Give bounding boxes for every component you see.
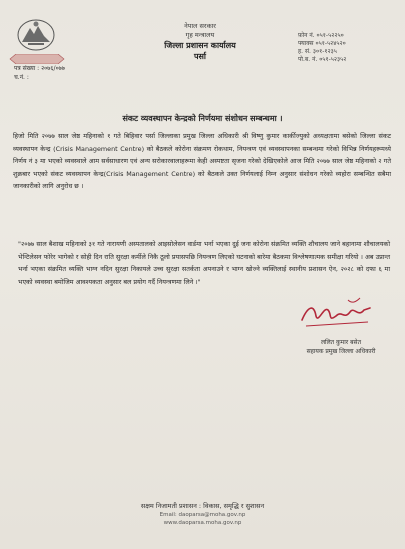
- contact-phone: फ़ोन नं. ०५१-५२२५०: [298, 32, 344, 39]
- letterhead-government: नेपाल सरकार: [184, 22, 216, 30]
- signer-name: ललित कुमार बसेत: [320, 339, 362, 346]
- signature-icon: [298, 296, 380, 332]
- letterhead: [140, 22, 260, 62]
- contact-block: [298, 32, 398, 64]
- nepal-emblem-icon: [16, 18, 56, 52]
- letterhead-district: पर्सा: [193, 52, 207, 61]
- footer-email: Email: daoparsa@moha.gov.np: [159, 512, 246, 518]
- signer-title: सहायक प्रमुख जिल्ला अधिकारी: [306, 348, 376, 355]
- reference-block: [14, 64, 65, 82]
- body-paragraph-1: हिजो मिति २०७७ साल जेष्ठ महिनाको १ गते बिहिवार पर्सा जिल्लाका प्रमुख जिल्ला अधिकारी श्री विष्णु कुमार कार्कीज्युको अध्यक्षतामा बसेको जिल्ला संकट व्यवस्थापन केन्द्र (Crisis Management Centre) को बैठकले कोरोना संक्रमण रोकथाम, नियन्त्रण एवं व्यवस्थापनका सम्बन्धमा गरेको विभिन्न निर्णयहरूमध्ये निर्णय नं ३ मा भएको व्यवस्थाले आम सर्वसाधारण एवं अन्य सरोकारवालाहरूमा केही अस्पष्टता सृजना गरेको देखिएकोले आज मिति २०७७ साल जेष्ठ महिनाको २ गते शुक्रबार भएको संकट व्यवस्थापन केन्द्र(Crisis Management Centre) को बैठकले उक्त निर्णयलाई निम्न अनुसार संशोधन गरेको व्यहोरा सम्बन्धित सबैमा जानकारीको लागि अनुरोध छ ।: [13, 132, 391, 190]
- letterhead-office: जिल्ला प्रशासन कार्यालय: [164, 41, 236, 50]
- contact-phone-alt: ह. सं. ३०१-१२३५: [298, 48, 337, 55]
- footer-slogan: सक्षम निजामती प्रशासन : विकास, समृद्धि र सुशासन: [140, 502, 265, 510]
- emblem-ribbon-icon: [8, 54, 66, 64]
- footer: [0, 502, 405, 527]
- dispatch-number: च.नं. :: [14, 74, 29, 81]
- letter-number: पत्र संख्या : २०७६/०७७: [14, 65, 65, 72]
- letter-subject: संकट व्यवस्थापन केन्द्रको निर्णयमा संशोधन सम्बन्धमा ।: [122, 114, 283, 123]
- contact-pobox: पो.ब. नं. ०५१-५२३५२: [298, 56, 347, 63]
- letterhead-ministry: गृह मन्त्रालय: [185, 31, 215, 39]
- contact-fax: फ्याक्स ०५१-५२४५२०: [298, 40, 346, 47]
- signer-block: [286, 338, 396, 356]
- footer-website: www.daoparsa.moha.gov.np: [163, 520, 242, 526]
- body-paragraph-2: "२०७७ साल बैशाख महिनाको ३१ गते नारायणी अस्पतालको आइसोलेसन वार्डमा भर्ना भएका दुई जना कोरोना संक्रमित व्यक्ति शौचालय जाने बहानामा शौचालयको भेन्टिलेसन फोरेर भागेको र सोही दिन राति सुरक्षा कर्मीले निकै ठूलो प्रयासपछि नियन्त्रण लिएको घटनाको बारेमा बैठकमा विश्लेषणात्मक समीक्षा गरियो । अब उप्रान्त भर्ना भएका संक्रमित व्यक्ति भाग्न नदिन सुरक्षा निकायले उच्च सुरक्षा सतर्कता अपनाउने र भाग्न खोज्ने व्यक्तिलाई स्थानीय प्रशासन ऐन, २०२८ को दफा ६ मा भएको व्यवस्था बमोजिम आवश्यकता अनुसार बल प्रयोग गर्दै नियन्त्रणमा लिने ।": [18, 240, 390, 286]
